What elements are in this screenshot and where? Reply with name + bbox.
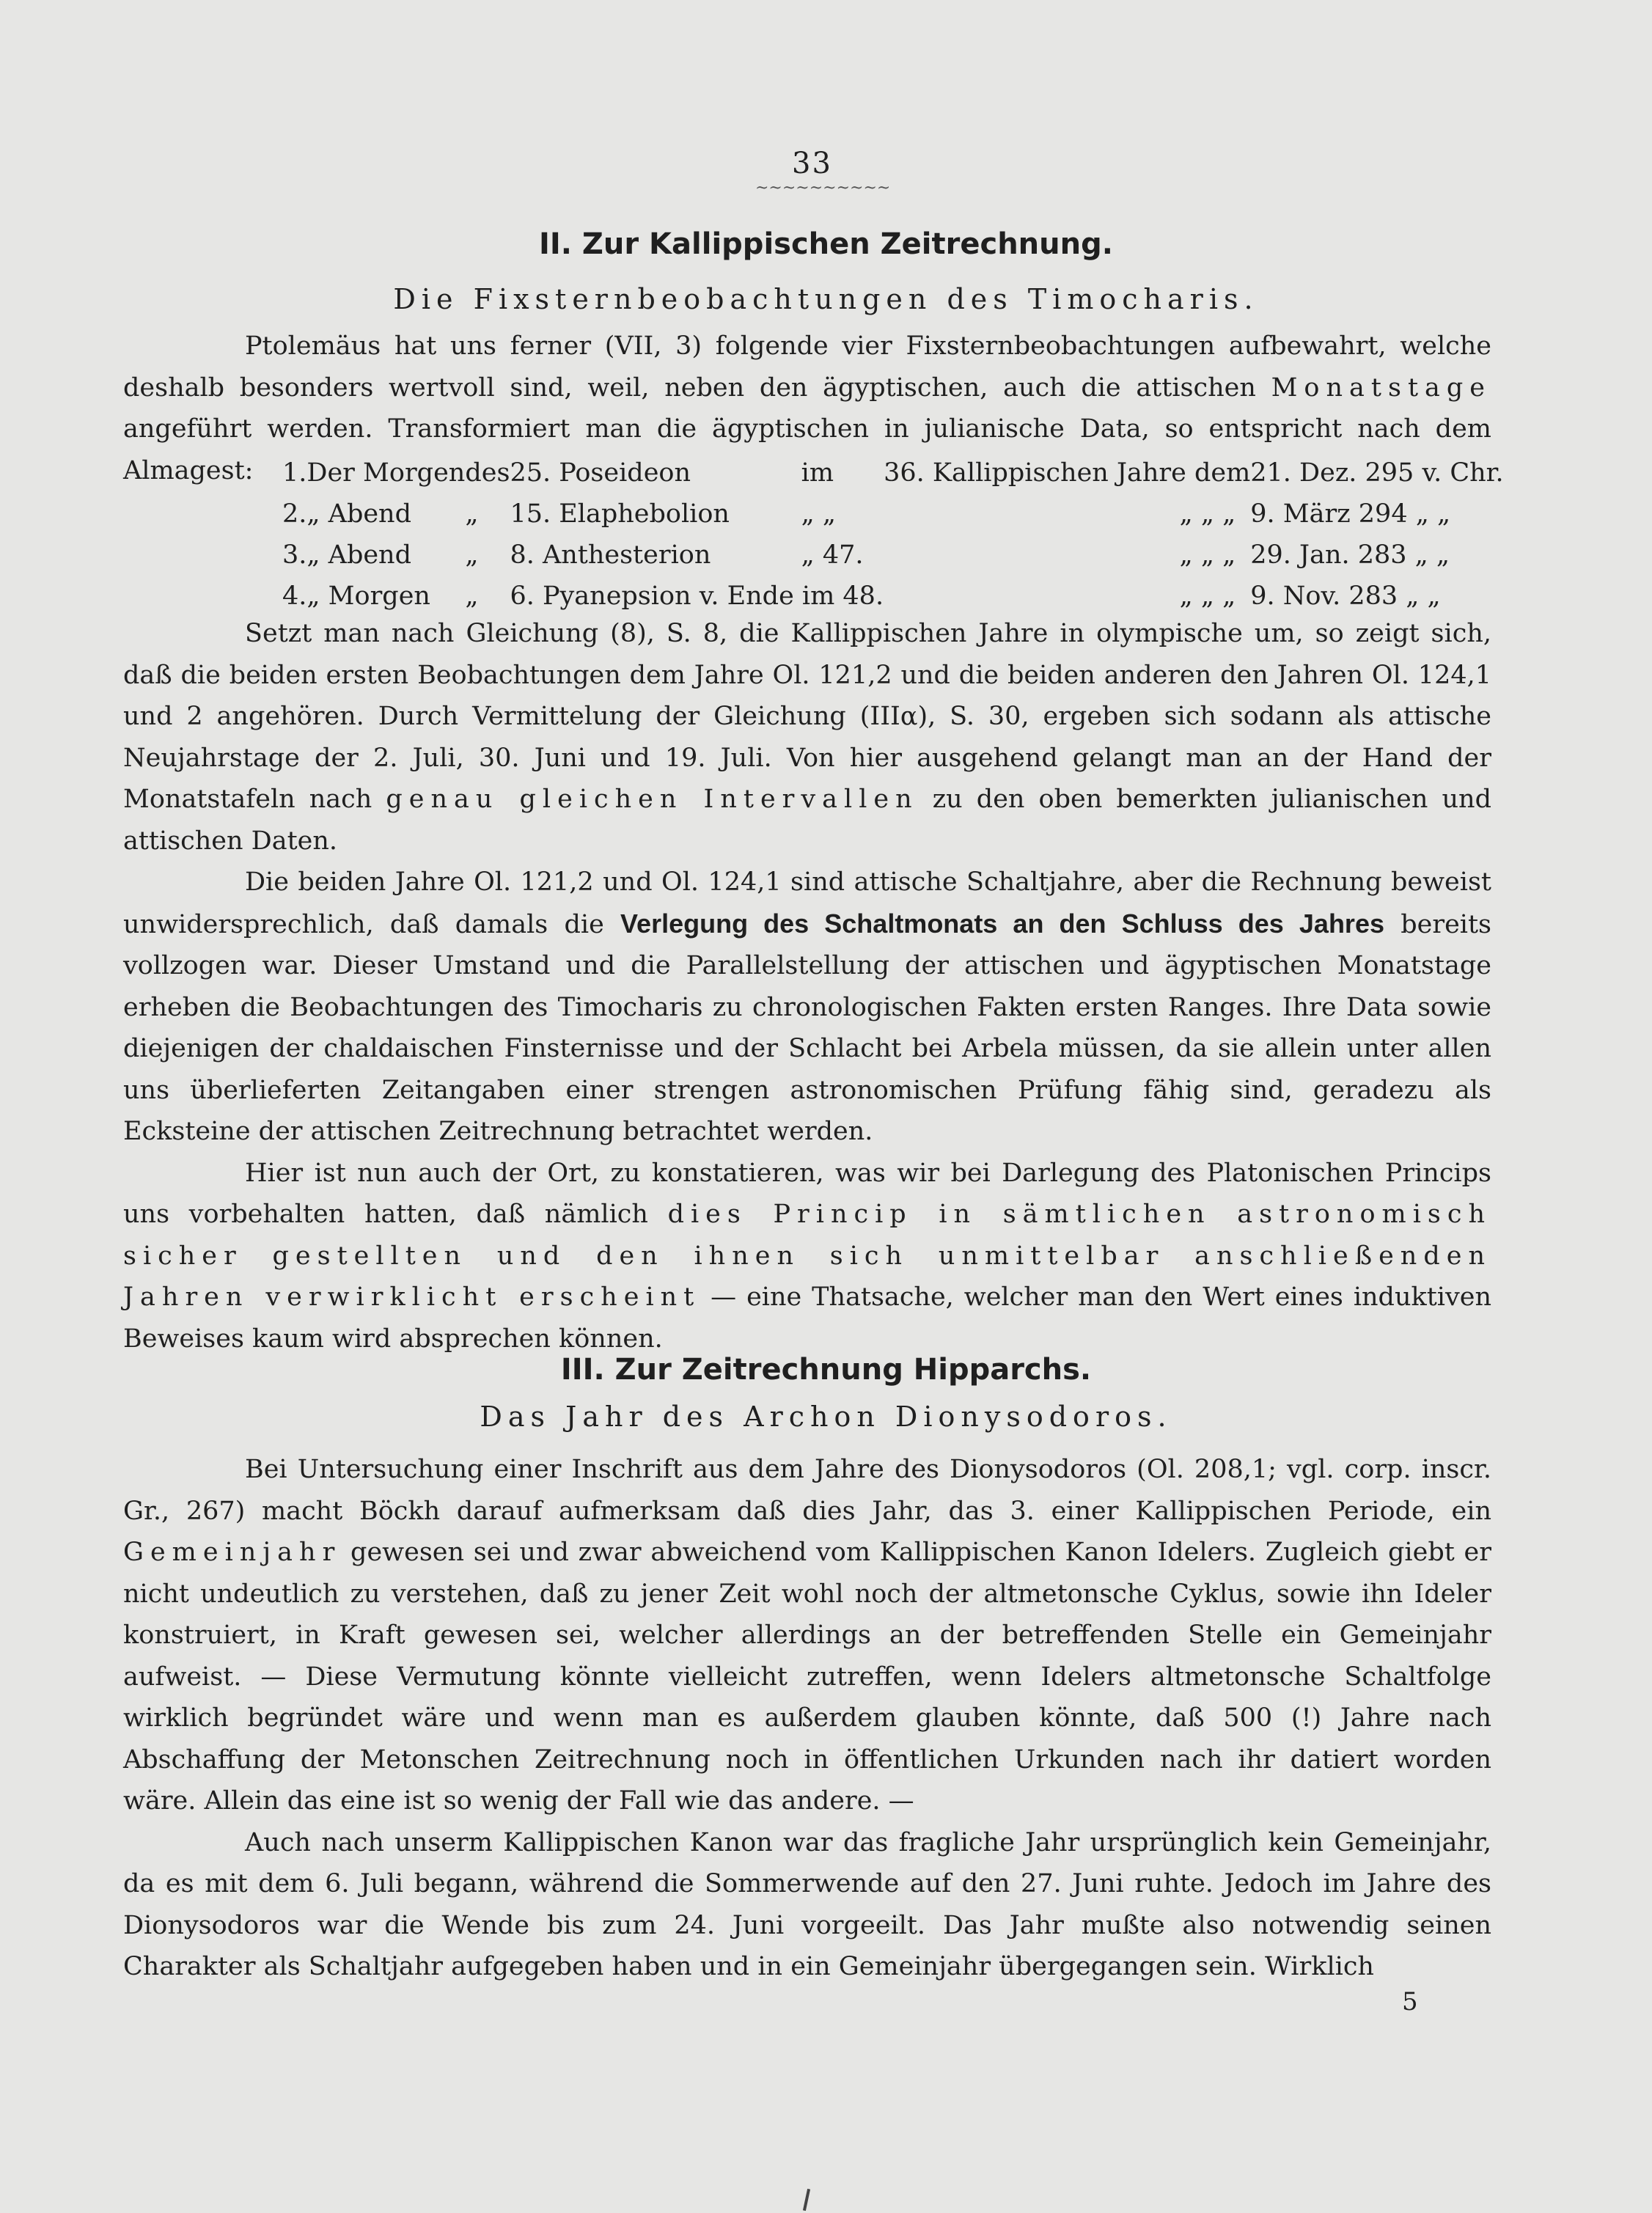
obs-des: „ bbox=[465, 540, 479, 570]
obs-num: 1. bbox=[282, 458, 307, 488]
obs-num: 2. bbox=[282, 499, 307, 529]
page-number: 33 bbox=[792, 147, 832, 180]
obs-date: 9. März 294 „ „ bbox=[1250, 499, 1451, 529]
section-3-body bbox=[123, 1449, 1491, 1988]
obs-year: 36. Kallippischen Jahre dem bbox=[884, 458, 1251, 488]
obs-year: „ „ „ bbox=[1179, 540, 1236, 570]
text-run: bereits vollzogen war. Dieser Umstand und die Parallelstellung der attischen und ägyptischen Monatstage erheben die Beobachtungen des Timocharis zu chronologischen Fakten ersten Ranges. Ihre Data sowie diejenigen der chaldaischen Finsternisse und der Schlacht bei Arbela müssen, da sie allein unter allen uns überlieferten Zeitangaben einer strengen astronomischen Prüfung fähig sind, geradezu als Ecksteine der attischen Zeitrechnung betrachtet werden. bbox=[123, 909, 1491, 1146]
obs-day: 8. Anthesterion bbox=[510, 540, 711, 570]
scan-artifact bbox=[803, 2189, 810, 2211]
obs-time: „ Abend bbox=[306, 540, 412, 570]
obs-day: 15. Elaphebolion bbox=[510, 499, 730, 529]
obs-in: „ 47. bbox=[801, 540, 864, 570]
text-run: Ptolemäus hat uns ferner (VII, 3) folgende vier Fixsternbeobachtungen aufbewahrt, welche deshalb besonders wertvoll sind, weil, neben den ägyptischen, auch die attischen bbox=[123, 331, 1491, 403]
obs-date: 29. Jan. 283 „ „ bbox=[1250, 540, 1450, 570]
paragraph bbox=[123, 862, 1491, 1153]
obs-des: „ bbox=[465, 581, 479, 611]
section-3-subtitle: Das Jahr des Archon Dionysodoros. bbox=[480, 1401, 1172, 1433]
paragraph bbox=[123, 613, 1491, 862]
table-row bbox=[282, 576, 1504, 617]
spaced-text: genau gleichen Intervallen bbox=[386, 785, 919, 814]
section-2-subtitle: Die Fixsternbeobachtungen des Timocharis. bbox=[393, 283, 1259, 315]
obs-date: 21. Dez. 295 v. Chr. bbox=[1250, 458, 1504, 488]
observations-table bbox=[282, 452, 1504, 617]
obs-date: 9. Nov. 283 „ „ bbox=[1250, 581, 1441, 611]
text-run: zu den oben bemerkten julianischen und attischen Daten. bbox=[123, 785, 1491, 856]
spaced-text: dies Princip in sämtlichen astronomisch sicher gestellten und den ihnen sich unmittelbar anschließenden Jahren verwirklicht erscheint bbox=[123, 1200, 1492, 1312]
paragraph bbox=[123, 1153, 1491, 1360]
obs-time: „ Morgen bbox=[306, 581, 430, 611]
text-run: Die beiden Jahre Ol. 121,2 und Ol. 124,1 sind attische Schaltjahre, aber die Rechnung beweist unwidersprechlich, daß damals die bbox=[123, 867, 1491, 939]
table-row bbox=[282, 493, 1504, 535]
text-run: gewesen sei und zwar abweichend vom Kallippischen Kanon Idelers. Zugleich giebt er nicht undeutlich zu verstehen, daß zu jener Zeit wohl noch der altmetonsche Cyklus, sowie ihn Ideler konstruiert, in Kraft gewesen sei, welcher allerdings an der betreffenden Stelle ein Gemeinjahr aufweist. — Diese Vermutung könnte vielleicht zutreffen, wenn Idelers altmetonsche Schaltfolge wirklich begründet wäre und wenn man es außerdem glauben könnte, daß 500 (!) Jahre nach Abschaffung der Metonschen Zeitrechnung noch in öffentlichen Urkunden nach ihr datiert worden wäre. Allein das eine ist so wenig der Fall wie das andere. — bbox=[123, 1538, 1491, 1816]
text-run: Hier ist nun auch der Ort, zu konstatieren, was wir bei Darlegung des Platonischen Princips uns vorbehalten hatten, daß nämlich bbox=[123, 1158, 1491, 1229]
text-run: — eine Thatsache, welcher man den Wert eines induktiven Beweises kaum wird absprechen können. bbox=[123, 1282, 1491, 1354]
page-number-ornament: ~~~~~~~~~~ bbox=[755, 179, 891, 197]
obs-des: des bbox=[465, 458, 510, 488]
obs-num: 3. bbox=[282, 540, 307, 570]
obs-des: „ bbox=[465, 499, 479, 529]
text-run: Setzt man nach Gleichung (8), S. 8, die Kallippischen Jahre in olympische um, so zeigt sich, daß die beiden ersten Beobachtungen dem Jahre Ol. 121,2 und die beiden anderen den Jahren Ol. 124,1 und 2 angehören. Durch Vermittelung der Gleichung (IIIα), S. 30, ergeben sich sodann als attische Neujahrstage der 2. Juli, 30. Juni und 19. Juli. Von hier ausgehend gelangt man an der Hand der Monatstafeln nach bbox=[123, 619, 1491, 814]
spaced-text: Monatstage bbox=[1271, 372, 1491, 403]
obs-time: „ Abend bbox=[306, 499, 412, 529]
obs-in: im bbox=[801, 458, 834, 488]
obs-year: „ „ „ bbox=[1179, 499, 1236, 529]
text-run: angeführt werden. Transformiert man die ägyptischen in julianische Data, so entspricht nach dem Almagest: bbox=[123, 414, 1491, 485]
signature-mark: 5 bbox=[1402, 1987, 1418, 2016]
section-2-body bbox=[123, 613, 1491, 1359]
text-run: Bei Untersuchung einer Inschrift aus dem Jahre des Dionysodoros (Ol. 208,1; vgl. corp. inscr. Gr., 267) macht Böckh darauf aufmerksam daß dies Jahr, das 3. einer Kallippischen Periode, ein bbox=[123, 1455, 1491, 1526]
emphasis-text: Verlegung des Schaltmonats an den Schluss des Jahres bbox=[620, 908, 1384, 939]
table-row bbox=[282, 535, 1504, 576]
obs-in: „ „ bbox=[801, 499, 837, 529]
obs-day: 25. Poseideon bbox=[510, 458, 691, 488]
table-row bbox=[282, 452, 1504, 493]
paragraph bbox=[123, 1449, 1491, 1822]
obs-year: „ „ „ bbox=[1179, 581, 1236, 611]
section-2-title: II. Zur Kallippischen Zeitrechnung. bbox=[539, 227, 1113, 261]
spaced-text: Gemeinjahr bbox=[123, 1538, 342, 1567]
obs-day: 6. Pyanepsion v. Ende im 48. bbox=[510, 581, 884, 611]
section-3-title: III. Zur Zeitrechnung Hipparchs. bbox=[560, 1353, 1092, 1387]
paragraph: Auch nach unserm Kallippischen Kanon war das fragliche Jahr ursprünglich kein Gemeinjahr, da es mit dem 6. Juli begann, während die Sommerwende auf den 27. Juni ruhte. Jedoch im Jahre des Dionysodoros war die Wende bis zum 24. Juni vorgeeilt. Das Jahr mußte also notwendig seinen Charakter als Schaltjahr aufgegeben haben und in ein Gemeinjahr übergegangen sein. Wirklich bbox=[123, 1827, 1491, 1981]
obs-time: Der Morgen bbox=[306, 458, 466, 488]
obs-num: 4. bbox=[282, 581, 307, 611]
